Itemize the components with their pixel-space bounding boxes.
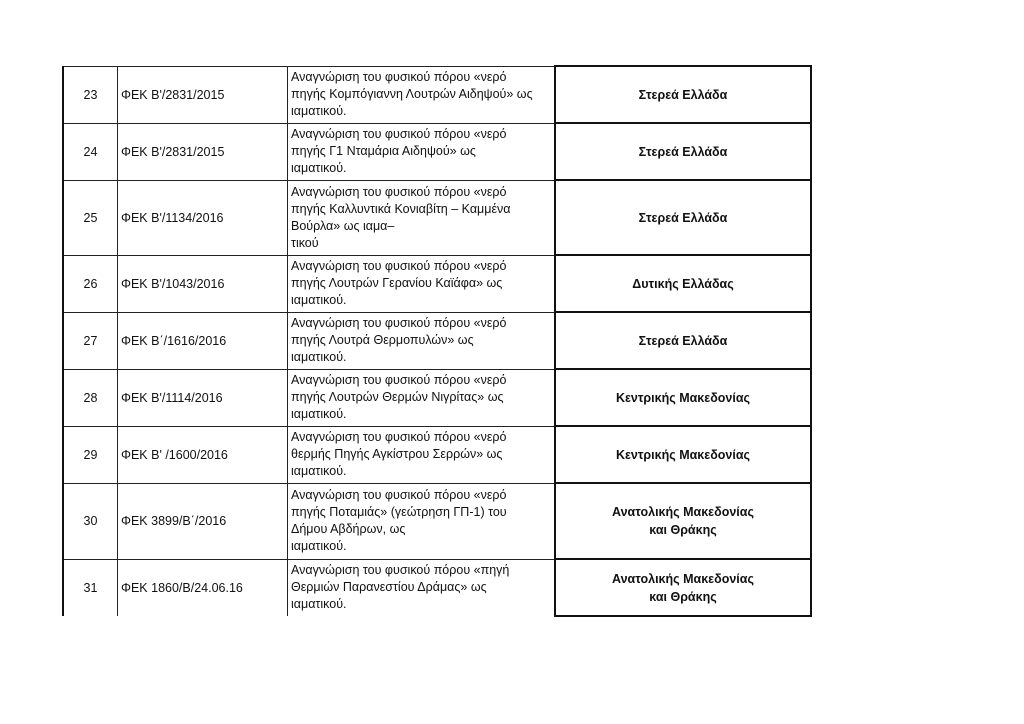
region [555,312,811,369]
region-line: Δυτικής Ελλάδας [632,276,734,291]
description-line: Αναγνώριση του φυσικού πόρου «νερό [291,259,507,273]
region [555,180,811,255]
fek-reference: ΦΕΚ Β'/1043/2016 [118,255,288,312]
fek-reference: ΦΕΚ Β'/1134/2016 [118,180,288,255]
row-number: 25 [63,180,118,255]
description-line: ιαματικού. [291,539,347,553]
description-line: Αναγνώριση του φυσικού πόρου «νερό [291,184,507,199]
region-line: και Θράκης [649,589,717,604]
table-row [63,426,811,483]
description [288,66,556,123]
description-line: ιαματικού. [291,464,347,478]
region-line: και Θράκης [649,523,717,537]
region [555,426,811,483]
description-line: Αναγνώριση του φυσικού πόρου «νερό [291,373,507,387]
table-row [63,369,811,426]
description-line: Αναγνώριση του φυσικού πόρου «νερό [291,70,507,84]
description [288,123,556,180]
description-line: πηγής Λουτρών Θερμών Νιγρίτας» ως [291,390,504,404]
table-row [63,255,811,312]
description-line: Αναγνώριση του φυσικού πόρου «νερό [291,488,507,502]
region-line: Στερεά Ελλάδα [638,87,728,102]
description-line: ιαματικού. [291,407,347,421]
table-body [63,66,811,616]
description-line: Αναγνώριση του φυσικού πόρου «νερό [291,127,507,141]
region [555,369,811,426]
description-line: πηγής Κομπόγιαννη Λουτρών Αιδηψού» ως [291,87,533,101]
region-line: Ανατολικής Μακεδονίας [612,571,754,586]
fek-reference: ΦΕΚ Β΄/1616/2016 [118,312,288,369]
region [555,483,811,559]
row-number: 31 [63,559,118,616]
table-row [63,180,811,255]
description-line: τικού [291,235,319,250]
row-number: 30 [63,483,118,559]
description [288,426,556,483]
region-line: Κεντρικής Μακεδονίας [615,447,751,462]
region-line: Στερεά Ελλάδα [638,210,728,225]
fek-reference: ΦΕΚ Β' /1600/2016 [118,426,288,483]
description-line: πηγής Λουτρά Θερμοπυλών» ως [291,333,474,347]
description-line: ιαματικού. [291,104,347,118]
fek-reference: ΦΕΚ Β'/1114/2016 [118,369,288,426]
fek-reference: ΦΕΚ Β'/2831/2015 [118,66,288,123]
row-number: 23 [63,66,118,123]
description-line: ιαματικού. [291,597,347,612]
description-line: πηγής Λουτρών Γερανίου Καϊάφα» ως [291,276,503,290]
region [555,255,811,312]
fek-reference: ΦΕΚ 1860/Β/24.06.16 [118,559,288,616]
table-border-tail [62,607,64,613]
region [555,559,811,616]
row-number: 29 [63,426,118,483]
region-line: Στερεά Ελλάδα [638,144,728,159]
description [288,369,556,426]
description-line: Δήμου Αβδήρων, ως [291,522,406,536]
region-line: Στερεά Ελλάδα [638,333,728,348]
description-line: Βούρλα» ως ιαμα– [291,218,395,233]
description-line: ιαματικού. [291,350,347,364]
region [555,66,811,123]
row-number: 26 [63,255,118,312]
fek-reference: ΦΕΚ 3899/Β΄/2016 [118,483,288,559]
region [555,123,811,180]
description-line: ιαματικού. [291,293,347,307]
table-row [63,483,811,559]
table-row [63,66,811,123]
description [288,312,556,369]
row-number: 27 [63,312,118,369]
fek-reference: ΦΕΚ Β'/2831/2015 [118,123,288,180]
table-row [63,312,811,369]
description-line: Αναγνώριση του φυσικού πόρου «νερό [291,430,507,444]
table-row [63,559,811,616]
springs-table [62,65,812,617]
description-line: ιαματικού. [291,161,347,175]
description-line: πηγής Ποταμιάς» (γεώτρηση ΓΠ-1) του [291,505,507,519]
region-line: Ανατολικής Μακεδονίας [612,505,754,519]
description-line: Θερμιών Παρανεστίου Δράμας» ως [291,580,487,595]
description-line: Αναγνώριση του φυσικού πόρου «νερό [291,316,507,330]
description-line: Αναγνώριση του φυσικού πόρου «πηγή [291,563,510,578]
row-number: 24 [63,123,118,180]
description-line: θερμής Πηγής Αγκίστρου Σερρών» ως [291,447,503,461]
description [288,483,556,559]
description [288,255,556,312]
description-line: πηγής Καλλυντικά Κονιαβίτη – Καμμένα [291,201,511,216]
table-row [63,123,811,180]
description-line: πηγής Γ1 Νταμάρια Αιδηψού» ως [291,144,476,158]
row-number: 28 [63,369,118,426]
description [288,180,556,255]
description [288,559,556,616]
region-line: Κεντρικής Μακεδονίας [615,390,751,405]
